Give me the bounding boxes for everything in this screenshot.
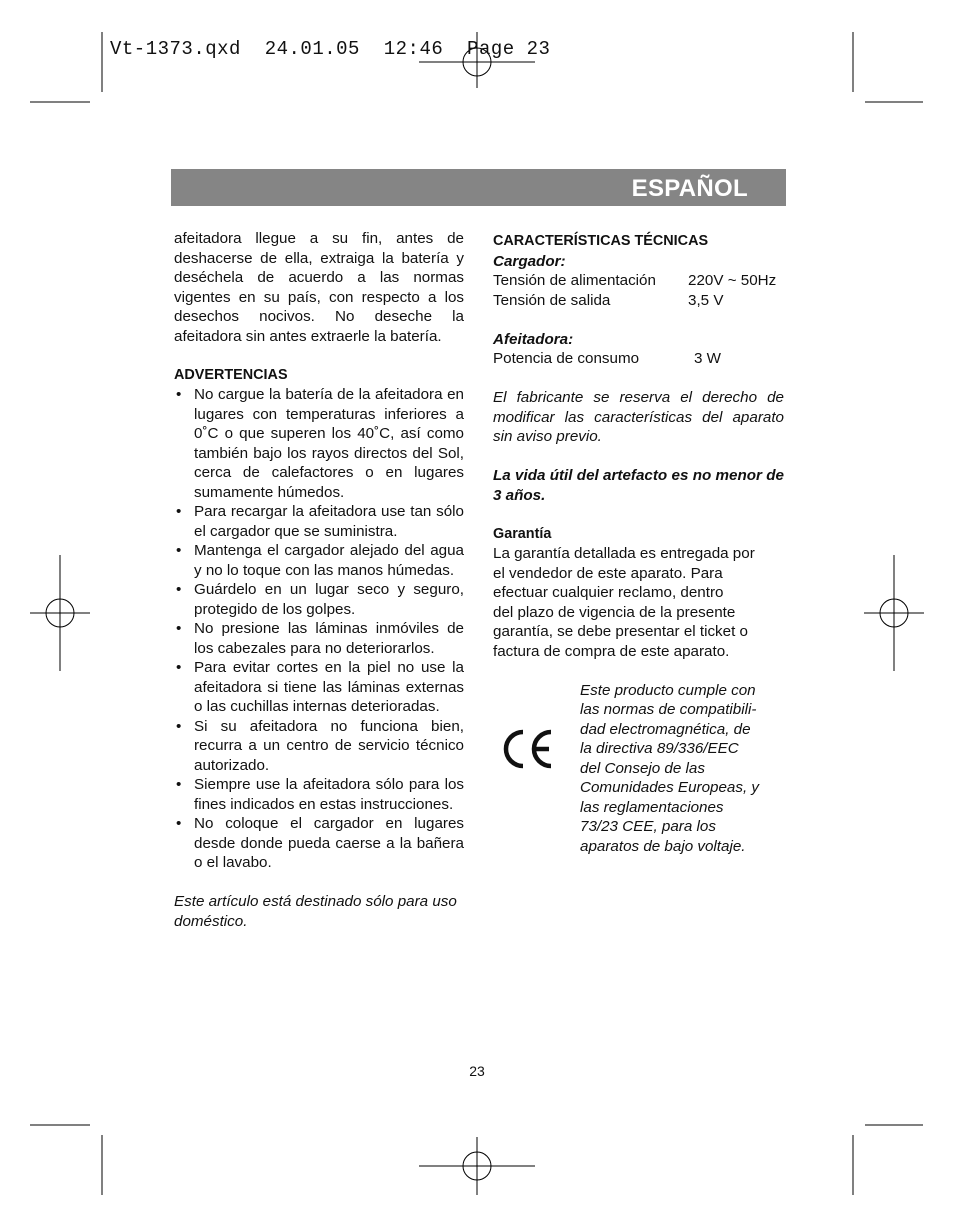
list-item: • Guárdelo en un lugar seco y seguro, protegido de los golpes. [176, 581, 464, 618]
language-banner [171, 169, 786, 206]
spec-label: Tensión de salida [493, 291, 611, 309]
bullet-icon: • [176, 386, 182, 403]
manufacturer-note: El fabricante se reserva el derecho de modificar las características del aparato sin aviso previo. [493, 389, 784, 445]
warnings-heading: ADVERTENCIAS [174, 366, 288, 383]
file-info-header: Vt-1373.qxd 24.01.05 12:46 Page 23 [110, 38, 551, 60]
list-item: • Para evitar cortes en la piel no use la afeitadora si tiene las láminas externas o las cuchillas internas deterioradas. [176, 659, 464, 715]
bullet-icon: • [176, 659, 182, 676]
list-item: • Mantenga el cargador alejado del agua y no lo toque con las manos húmedas. [176, 542, 464, 579]
specs-heading: CARACTERÍSTICAS TÉCNICAS [493, 233, 709, 249]
left-column [174, 229, 464, 931]
spec-label: Potencia de consumo [493, 350, 640, 367]
warranty-heading: Garantía [493, 525, 552, 542]
language-title: ESPAÑOL [631, 175, 748, 202]
right-column [493, 232, 784, 861]
bullet-icon: • [176, 815, 182, 832]
list-item: • Si su afeitadora no funciona bien, recurra a un centro de servicio técnico autorizado. [176, 717, 464, 774]
list-item: • Siempre use la afeitadora sólo para los fines indicados en estas instrucciones. [176, 776, 464, 813]
spec-value: 3,5 V [688, 291, 724, 309]
domestic-use-note: Este artículo está destinado sólo para uso doméstico. [174, 893, 457, 930]
page-number: 23 [469, 1063, 485, 1079]
shaver-heading: Afeitadora: [493, 330, 574, 348]
warranty-text: La garantía detallada es entregada por el vendedor de este aparato. Para efectuar cualquier reclamo, dentro del plazo de vigencia de la presente garantía, se debe presentar el ticket o factura de compra de este aparato. [493, 545, 755, 660]
bullet-icon: • [176, 581, 182, 598]
list-item: • No presione las láminas inmóviles de los cabezales para no deteriorarlos. [176, 620, 464, 657]
ce-mark-icon [501, 729, 553, 769]
ce-compliance-text: Este producto cumple con las normas de compatibili- dad electromagnética, de la directiva 89/336/EEC del Consejo de las Comunidades Europeas, y las reglamentaciones 73/23 CEE, para los aparatos de bajo voltaje. [580, 681, 759, 855]
ce-compliance-block [493, 681, 784, 861]
bullet-icon: • [176, 503, 182, 520]
registration-mark-icon [864, 555, 924, 671]
registration-mark-icon [30, 555, 90, 671]
bullet-icon: • [176, 776, 182, 793]
bullet-icon: • [176, 620, 182, 637]
spec-row [493, 291, 784, 311]
spec-label: Tensión de alimentación [493, 272, 656, 289]
bullet-icon: • [176, 542, 182, 559]
spec-row [493, 349, 784, 369]
list-item: • Para recargar la afeitadora use tan sólo el cargador que se suministra. [176, 503, 464, 540]
bullet-icon: • [176, 717, 182, 735]
list-item: • No cargue la batería de la afeitadora en lugares con temperaturas inferiores a 0˚C o que superen los 40˚C, así como también bajo los rayos directos del Sol, cerca de calefactores o en lugares sumamente húmedos. [176, 386, 464, 501]
spec-value: 3 W [694, 350, 722, 367]
intro-paragraph: afeitadora llegue a su fin, antes de deshacerse de ella, extraiga la batería y deséchela de acuerdo a las normas vigentes en su país, con respecto a los desechos nocivos. No deseche la afeitadora sin antes extraerle la batería. [174, 230, 464, 345]
spec-value: 220V ~ 50Hz [688, 272, 777, 289]
registration-mark-icon [419, 1137, 535, 1195]
spec-row [493, 271, 784, 291]
charger-heading: Cargador: [493, 252, 566, 270]
warnings-list [174, 385, 464, 873]
lifetime-note: La vida útil del artefacto es no menor de 3 años. [493, 467, 784, 504]
list-item: • No coloque el cargador en lugares desde donde pueda caerse a la bañera o el lavabo. [176, 815, 464, 871]
